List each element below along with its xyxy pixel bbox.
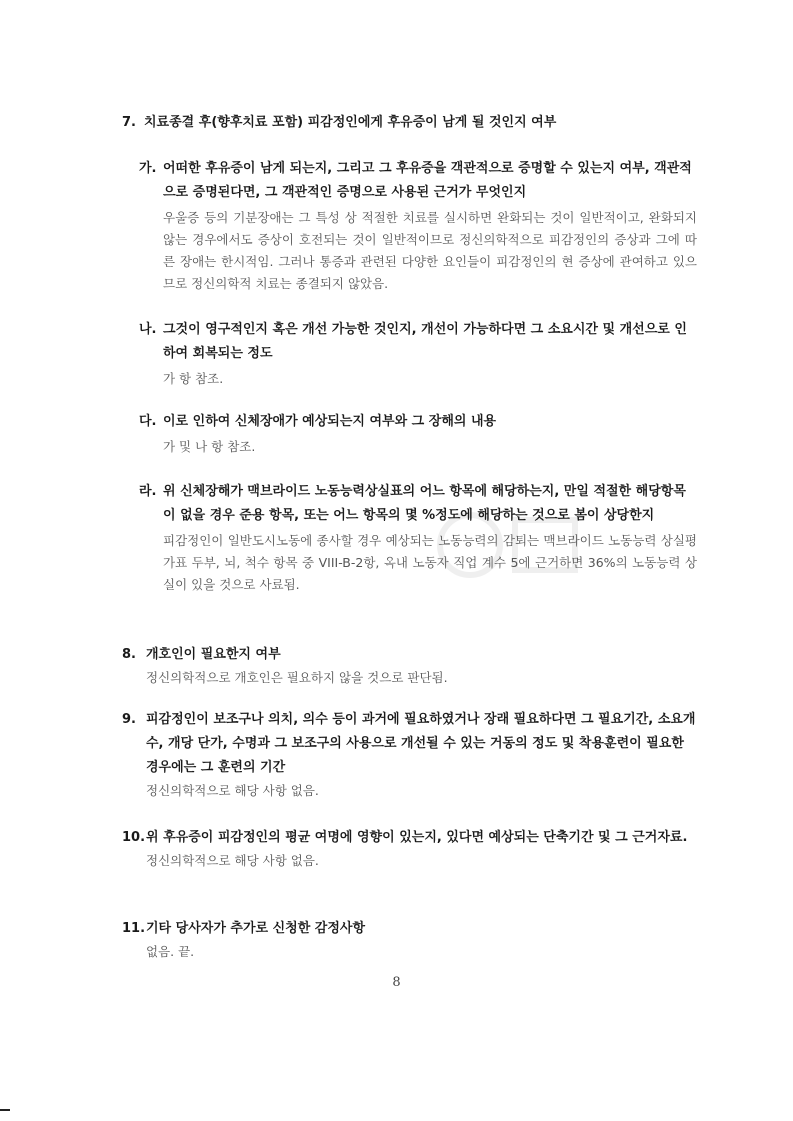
- subsection-marker: 라.: [139, 484, 157, 499]
- section-number: 10.: [122, 830, 146, 845]
- section-11: [122, 917, 697, 963]
- section-number: 11.: [122, 921, 146, 936]
- subsection-title: 위 신체장해가 맥브라이드 노동능력상실표의 어느 항목에 해당하는지, 만일 적절한 해당항목이 없을 경우 준용 항목, 또는 어느 항목의 몇 %정도에 해당하는 것으로 봄이 상당한지: [163, 484, 686, 523]
- subsection-title: 어떠한 후유증이 남게 되는지, 그리고 그 후유증을 객관적으로 증명할 수 있는지 여부, 객관적으로 증명된다면, 그 객관적인 증명으로 사용된 근거가 무엇인지: [163, 161, 692, 200]
- section-number: 7.: [122, 115, 136, 130]
- subsection-7-da: [139, 410, 697, 458]
- section-8: [122, 643, 697, 689]
- subsection-answer: 피감정인이 일반도시노동에 종사할 경우 예상되는 노동능력의 감퇴는 맥브라이드 노동능력 상실평가표 두부, 뇌, 척수 항목 중 VIII-B-2항, 옥내 노동자 직업 계수 5에 근거하면 36%의 노동능력 상실이 있을 것으로 사료됨.: [163, 533, 697, 592]
- section-answer: 정신의학적으로 개호인은 필요하지 않을 것으로 판단됨.: [146, 670, 448, 685]
- subsection-marker: 다.: [139, 414, 157, 429]
- subsection-7-na: [139, 318, 697, 390]
- subsection-7-ra: [139, 480, 697, 596]
- section-answer: 정신의학적으로 해당 사항 없음.: [146, 853, 319, 868]
- subsection-answer: 우울증 등의 기분장애는 그 특성 상 적절한 치료를 실시하면 완화되는 것이 일반적이고, 완화되지 않는 경우에서도 증상이 호전되는 것이 일반적이므로 정신의학적으로 피감정인의 증상과 그에 따른 장애는 한시적임. 그러나 통증과 관련된 다양한 요인들이 피감정인의 현 증상에 관여하고 있으므로 정신의학적 치료는 종결되지 않았음.: [163, 210, 697, 291]
- subsection-answer: 가 및 나 항 참조.: [163, 439, 256, 454]
- section-title: 기타 당사자가 추가로 신청한 감정사항: [146, 921, 366, 936]
- section-title: 개호인이 필요한지 여부: [146, 647, 281, 662]
- section-number: 8.: [122, 647, 136, 662]
- section-answer: 없음. 끝.: [146, 944, 195, 959]
- section-title: 위 후유증이 피감정인의 평균 여명에 영향이 있는지, 있다면 예상되는 단축기간 및 그 근거자료.: [146, 830, 688, 845]
- page-number: 8: [392, 975, 401, 990]
- section-7: [122, 111, 682, 135]
- scan-edge-mark: [0, 1109, 10, 1111]
- subsection-answer: 가 항 참조.: [163, 371, 224, 386]
- section-number: 9.: [122, 712, 136, 727]
- subsection-marker: 가.: [139, 161, 157, 176]
- section-10: [122, 826, 697, 872]
- section-answer: 정신의학적으로 해당 사항 없음.: [146, 783, 319, 798]
- section-9: [122, 708, 697, 802]
- section-title: 치료종결 후(향후치료 포함) 피감정인에게 후유증이 남게 될 것인지 여부: [144, 115, 557, 130]
- subsection-title: 그것이 영구적인지 혹은 개선 가능한 것인지, 개선이 가능하다면 그 소요시간 및 개선으로 인하여 회복되는 정도: [163, 322, 687, 361]
- subsection-7-ga: [139, 157, 697, 295]
- subsection-title: 이로 인하여 신체장애가 예상되는지 여부와 그 장해의 내용: [163, 414, 497, 429]
- subsection-marker: 나.: [139, 322, 157, 337]
- section-title: 피감정인이 보조구나 의치, 의수 등이 과거에 필요하였거나 장래 필요하다면 그 필요기간, 소요개수, 개당 단가, 수명과 그 보조구의 사용으로 개선될 수 있는 거동의 정도 및 착용훈련이 필요한 경우에는 그 훈련의 기간: [146, 712, 696, 775]
